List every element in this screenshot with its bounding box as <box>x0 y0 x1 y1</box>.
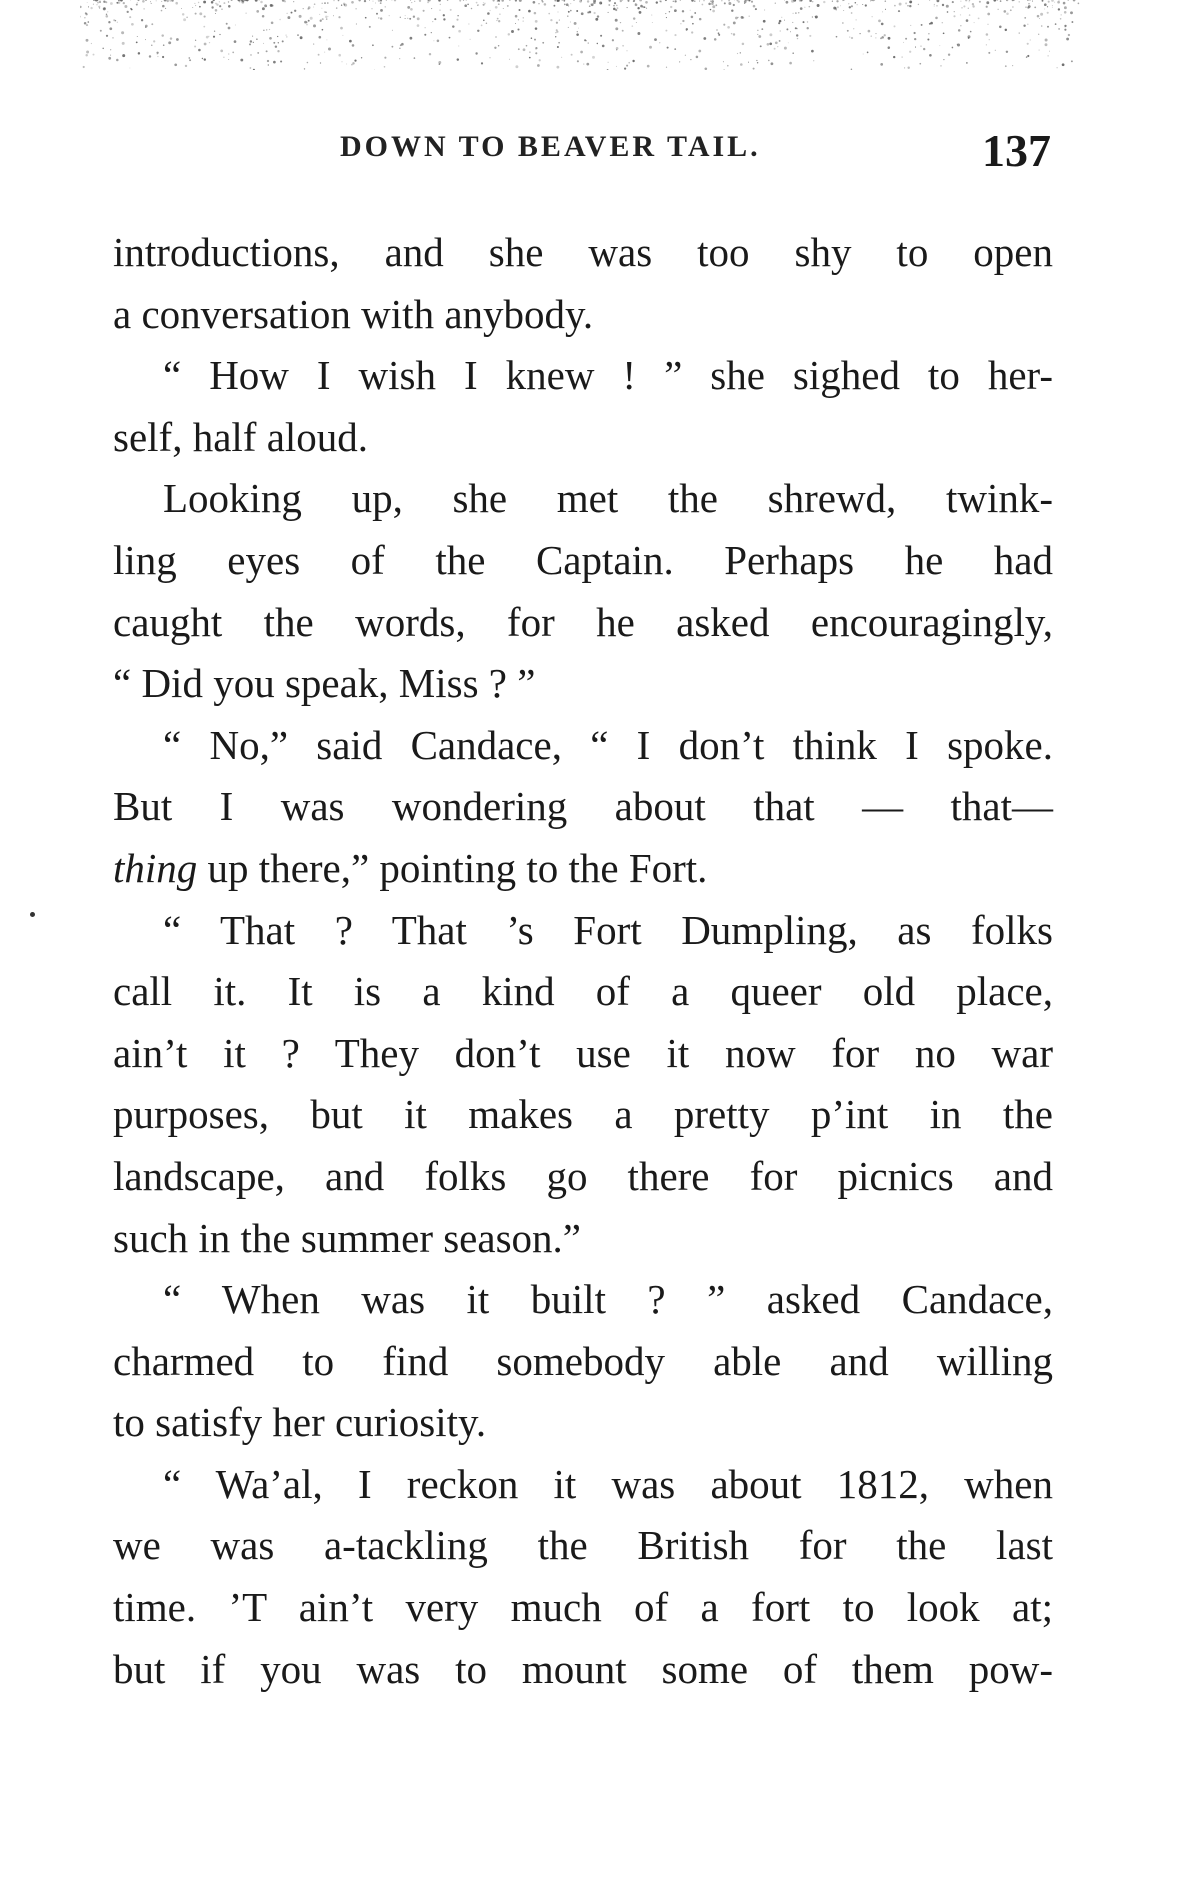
text-line: such in the summer season.” <box>113 1214 581 1261</box>
speckle-texture <box>80 0 1080 70</box>
text-line: introductions, and she was too shy to open <box>113 229 1053 275</box>
text-line: Looking up, she met the shrewd, twink- <box>163 475 1053 522</box>
text-line: purposes, but it makes a pretty p’int in the <box>113 1091 1053 1138</box>
text-line: “ Wa’al, I reckon it was about 1812, when <box>163 1460 1053 1507</box>
text-line: a conversation with anybody. <box>113 290 594 337</box>
text-line: “ When was it built ? ” asked Candace, <box>163 1276 1053 1323</box>
italic-word: thing <box>113 844 198 891</box>
text-line: time. ’T ain’t very much of a fort to look at; <box>113 1584 1053 1631</box>
stray-ink-dot <box>30 912 35 917</box>
text-line: to satisfy her curiosity. <box>113 1399 487 1446</box>
text-line: we was a-tackling the British for the last <box>113 1522 1053 1569</box>
body-text <box>113 222 1053 1700</box>
text-line: landscape, and folks go there for picnics and <box>113 1152 1053 1199</box>
text-line: call it. It is a kind of a queer old place, <box>113 968 1053 1015</box>
text-line: “ That ? That ’s Fort Dumpling, as folks <box>163 906 1053 953</box>
printing-speckle-band <box>80 0 1080 70</box>
text-line: “ No,” said Candace, “ I don’t think I spoke. <box>163 721 1053 768</box>
text-line: thing up there,” pointing to the Fort. <box>113 844 708 891</box>
text-line: ain’t it ? They don’t use it now for no war <box>113 1029 1053 1076</box>
text-line: but if you was to mount some of them pow- <box>113 1645 1053 1692</box>
page-number: 137 <box>982 125 1051 176</box>
text-line: self, half aloud. <box>113 413 369 460</box>
text-line: “ Did you speak, Miss ? ” <box>113 660 536 707</box>
text-line: ling eyes of the Captain. Perhaps he had <box>113 536 1053 583</box>
text-line: charmed to find somebody able and willing <box>113 1337 1053 1384</box>
text-line: But I was wondering about that — that— <box>113 783 1053 830</box>
text-line: caught the words, for he asked encouragingly, <box>113 598 1053 645</box>
running-head: DOWN TO BEAVER TAIL. <box>340 130 761 163</box>
text-line: “ How I wish I knew ! ” she sighed to her- <box>163 352 1053 399</box>
